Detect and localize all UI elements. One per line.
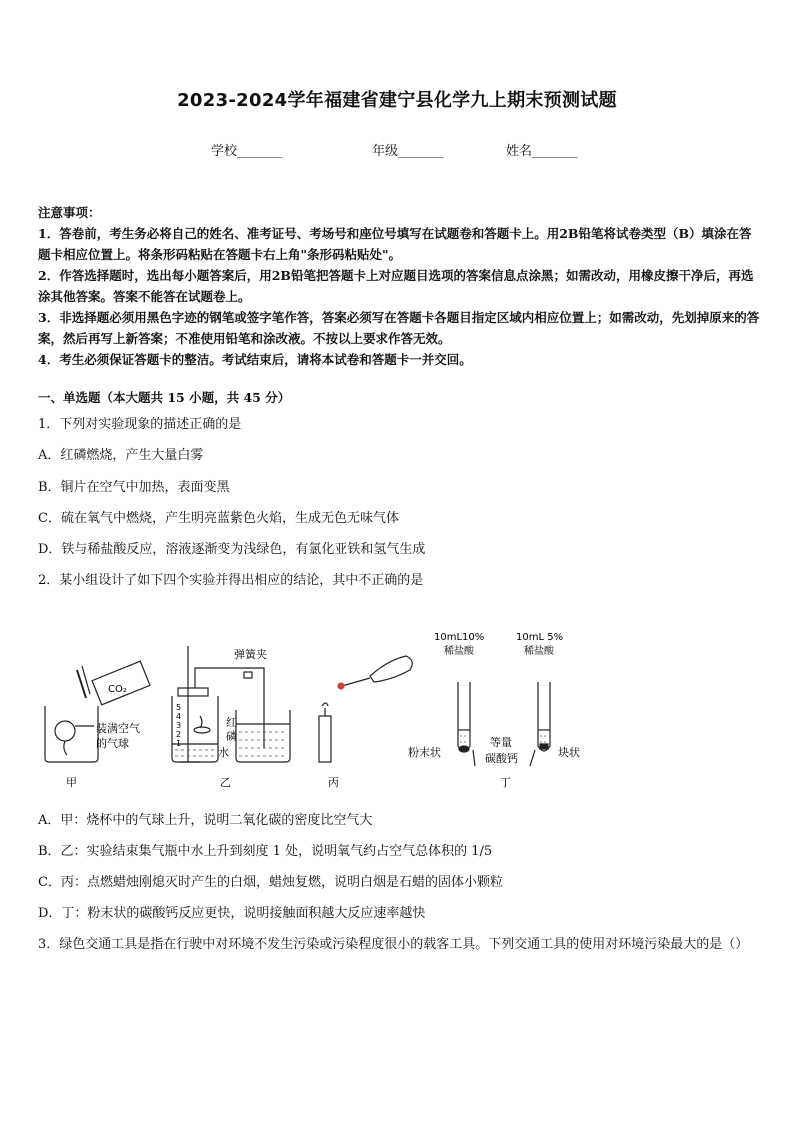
question-1-option-c: C．硫在氧气中燃烧，产生明亮蓝紫色火焰，生成无色无味气体 xyxy=(38,511,399,526)
question-2-option-b: B．乙：实验结束集气瓶中水上升到刻度 1 处，说明氧气约占空气总体积的 1/5 xyxy=(38,844,493,859)
scale-mark-5: 5 xyxy=(176,703,182,712)
scale-mark-1: 1 xyxy=(176,739,182,748)
notes-heading: 注意事项： xyxy=(38,205,101,220)
question-1-option-b: B．铜片在空气中加热，表面变黑 xyxy=(38,480,230,495)
lump-label: 块状 xyxy=(558,746,580,759)
notes-item-1: 1．答卷前，考生务必将自己的姓名、准考证号、考场号和座位号填写在试题卷和答题卡上。用2B铅笔将试卷类型（B）填涂在答题卡相应位置上。将条形码粘贴在答题卡右上角"条形码粘贴处"。 xyxy=(38,226,752,262)
calcium-carbonate-label: 碳酸钙 xyxy=(485,752,518,765)
scale-mark-2: 2 xyxy=(176,730,182,739)
question-2-option-d: D．丁：粉末状的碳酸钙反应更快，说明接触面积越大反应速率越快 xyxy=(38,906,426,921)
right-acid-label-1: 10mL 5% xyxy=(516,632,564,643)
left-acid-label-2: 稀盐酸 xyxy=(444,646,474,657)
equal-amount-label: 等量 xyxy=(490,736,512,749)
co2-bottle xyxy=(77,661,150,705)
phosphorus-label-2: 磷 xyxy=(226,730,237,743)
gas-bottle-yi xyxy=(172,646,264,762)
scale-mark-3: 3 xyxy=(176,721,182,730)
test-tube-left xyxy=(458,682,470,752)
water-label: 水 xyxy=(218,746,229,759)
question-3-stem: 3．绿色交通工具是指在行驶中对环境不发生污染或污染程度很小的载客工具。下列交通工具的使用对环境污染最大的是（） xyxy=(38,937,749,952)
notes-item-4: 4．考生必须保证答题卡的整洁。考试结束后，请将本试卷和答题卡一并交回。 xyxy=(38,352,472,367)
balloon-label-2: 的气球 xyxy=(96,737,129,750)
phosphorus-label-1: 红 xyxy=(226,716,237,729)
co2-label: CO₂ xyxy=(108,684,127,695)
beaker-yi xyxy=(236,710,290,762)
scale-mark-4: 4 xyxy=(176,712,182,721)
question-2-option-c: C．丙：点燃蜡烛刚熄灭时产生的白烟，蜡烛复燃，说明白烟是石蜡的固体小颗粒 xyxy=(38,875,503,890)
grade-field: 年级_______ xyxy=(372,144,444,159)
student-info-row xyxy=(0,140,794,160)
question-1-stem: 1．下列对实验现象的描述正确的是 xyxy=(38,417,242,432)
right-acid-label-2: 稀盐酸 xyxy=(524,646,554,657)
section-heading: 一、单选题（本大题共 15 小题，共 45 分） xyxy=(38,390,291,405)
beaker-jia xyxy=(45,706,98,762)
school-field: 学校_______ xyxy=(211,144,283,159)
balloon-label-1: 装满空气 xyxy=(96,722,140,735)
powder-label: 粉末状 xyxy=(408,746,441,759)
name-field: 姓名_______ xyxy=(506,144,578,159)
test-tube-right xyxy=(538,682,550,751)
caption-yi: 乙 xyxy=(220,776,231,789)
experiment-figure xyxy=(30,618,590,798)
question-1-option-a: A．红磷燃烧，产生大量白雾 xyxy=(38,448,204,463)
caption-bing: 丙 xyxy=(328,776,339,789)
notes-item-2: 2．作答选择题时，选出每小题答案后，用2B铅笔把答题卡上对应题目选项的答案信息点涂黑；如需改动，用橡皮擦干净后，再选涂其他答案。答案不能答在试题卷上。 xyxy=(38,268,754,304)
question-1-option-d: D．铁与稀盐酸反应，溶液逐渐变为浅绿色，有氯化亚铁和氢气生成 xyxy=(38,542,426,557)
candle-bing xyxy=(319,656,412,762)
caption-ding: 丁 xyxy=(500,776,511,789)
left-acid-label-1: 10mL10% xyxy=(434,632,485,643)
clamp-label: 弹簧夹 xyxy=(234,648,267,661)
question-2-stem: 2．某小组设计了如下四个实验并得出相应的结论，其中不正确的是 xyxy=(38,573,424,588)
caption-jia: 甲 xyxy=(66,776,77,789)
notes-block xyxy=(38,202,760,370)
notes-item-3: 3．非选择题必须用黑色字迹的钢笔或签字笔作答，答案必须写在答题卡各题目指定区域内相应位置上；如需改动，先划掉原来的答案，然后再写上新答案；不准使用铅笔和涂改液。不按以上要求作答无效。 xyxy=(38,310,760,346)
page-title: 2023-2024学年福建省建宁县化学九上期末预测试题 xyxy=(177,90,617,111)
question-2-option-a: A．甲：烧杯中的气球上升，说明二氧化碳的密度比空气大 xyxy=(38,813,373,828)
